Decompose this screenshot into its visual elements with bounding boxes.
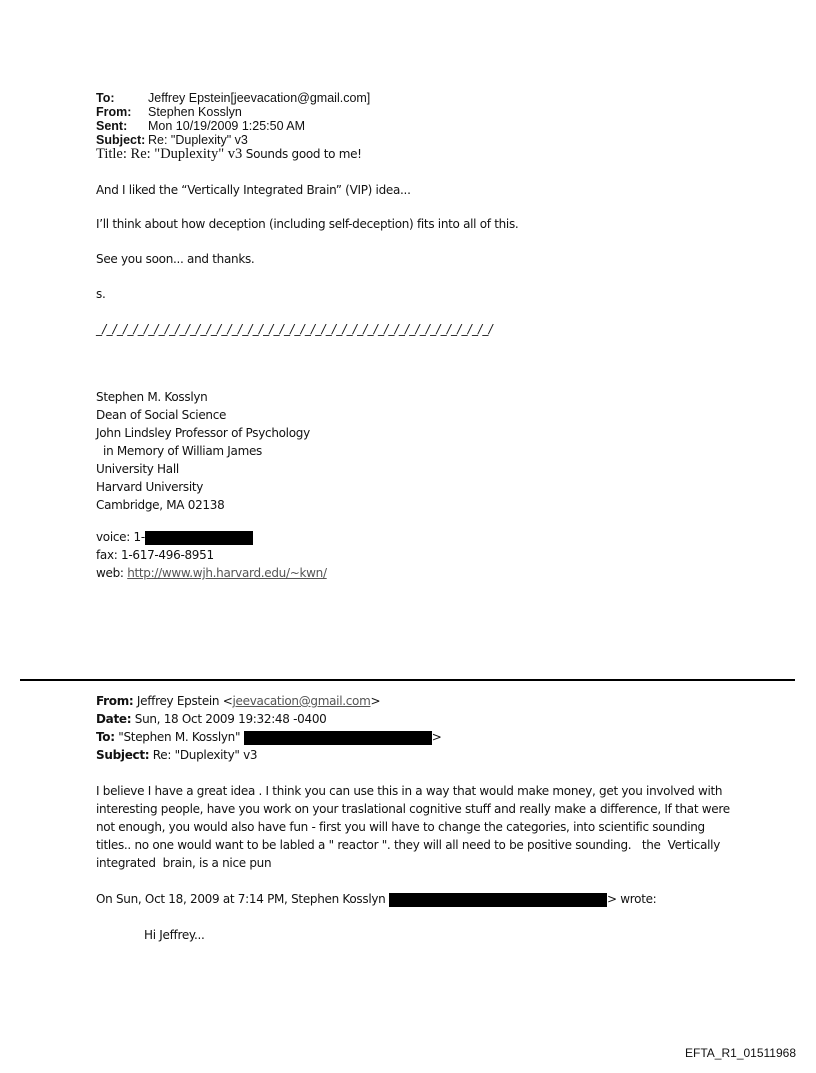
signature-line: John Lindsley Professor of Psychology — [96, 426, 310, 440]
signature-divider: _/_/_/_/_/_/_/_/_/_/_/_/_/_/_/_/_/_/_/_/_/_/_/_/_/_/_/_/_/_/_/_/_/_/_/_/_/_/ — [96, 322, 493, 336]
fax-line: fax: 1-617-496-8951 — [96, 548, 214, 562]
from-email-link[interactable]: jeevacation@gmail.com — [232, 694, 371, 708]
message-line: See you soon... and thanks. — [96, 252, 255, 266]
message-title: Title: Re: "Duplexity" v3 — [96, 146, 243, 162]
subject-value: Re: "Duplexity" v3 — [148, 133, 248, 147]
bracket: > — [370, 694, 381, 708]
quote-intro: On Sun, Oct 18, 2009 at 7:14 PM, Stephen Kosslyn — [96, 892, 389, 906]
to-label: To: — [96, 91, 115, 105]
from-value: Stephen Kosslyn — [148, 105, 242, 119]
date-label: Date: — [96, 712, 132, 726]
message-line: I’ll think about how deception (including self-deception) fits into all of this. — [96, 217, 519, 231]
web-link[interactable]: http://www.wjh.harvard.edu/~kwn/ — [127, 566, 327, 580]
bracket: > — [431, 730, 442, 744]
message-line: And I liked the “Vertically Integrated Brain” (VIP) idea... — [96, 183, 411, 197]
subject-value: Re: "Duplexity" v3 — [149, 748, 258, 762]
signature-line: University Hall — [96, 462, 179, 476]
message-line: Sounds good to me! — [245, 147, 362, 161]
sent-value: Mon 10/19/2009 1:25:50 AM — [148, 119, 306, 133]
to-value: "Stephen M. Kosslyn" — [114, 730, 244, 744]
from-label: From: — [96, 694, 134, 708]
to-label: To: — [96, 730, 115, 744]
email-header — [96, 91, 370, 147]
divider-rule — [20, 679, 795, 681]
date-value: Sun, 18 Oct 2009 19:32:48 -0400 — [131, 712, 327, 726]
from-name: Jeffrey Epstein < — [133, 694, 233, 708]
message-line: s. — [96, 287, 106, 301]
document-id: EFTA_R1_01511968 — [685, 1046, 796, 1060]
signature-line: in Memory of William James — [96, 444, 262, 458]
redaction — [389, 893, 607, 907]
signature — [96, 388, 327, 582]
quote-intro-end: > wrote: — [607, 892, 657, 906]
web-label: web: — [96, 566, 128, 580]
quoted-email — [96, 692, 736, 944]
from-label: From: — [96, 105, 132, 119]
quoted-text: Hi Jeffrey... — [144, 928, 205, 942]
redaction — [244, 731, 432, 745]
redaction — [145, 531, 253, 545]
sent-label: Sent: — [96, 119, 128, 133]
subject-label: Subject: — [96, 133, 146, 147]
signature-line: Dean of Social Science — [96, 408, 227, 422]
signature-line: Stephen M. Kosslyn — [96, 390, 208, 404]
signature-line: Harvard University — [96, 480, 204, 494]
to-value: Jeffrey Epstein[jeevacation@gmail.com] — [148, 91, 371, 105]
voice-label: voice: 1- — [96, 530, 145, 544]
quoted-body: I believe I have a great idea . I think you can use this in a way that would make money, get you involved with interesting people, have you work on your traslational cognitive stuff and really make a difference, If that were not enough, you would also have fun - first you will have to change the categories, into scientific sounding titles.. no one would want to be labled a " reactor ". they will all need to be positive sounding. the Vertically integrated brain, is a nice pun — [96, 784, 734, 870]
signature-line: Cambridge, MA 02138 — [96, 498, 225, 512]
subject-label: Subject: — [96, 748, 150, 762]
